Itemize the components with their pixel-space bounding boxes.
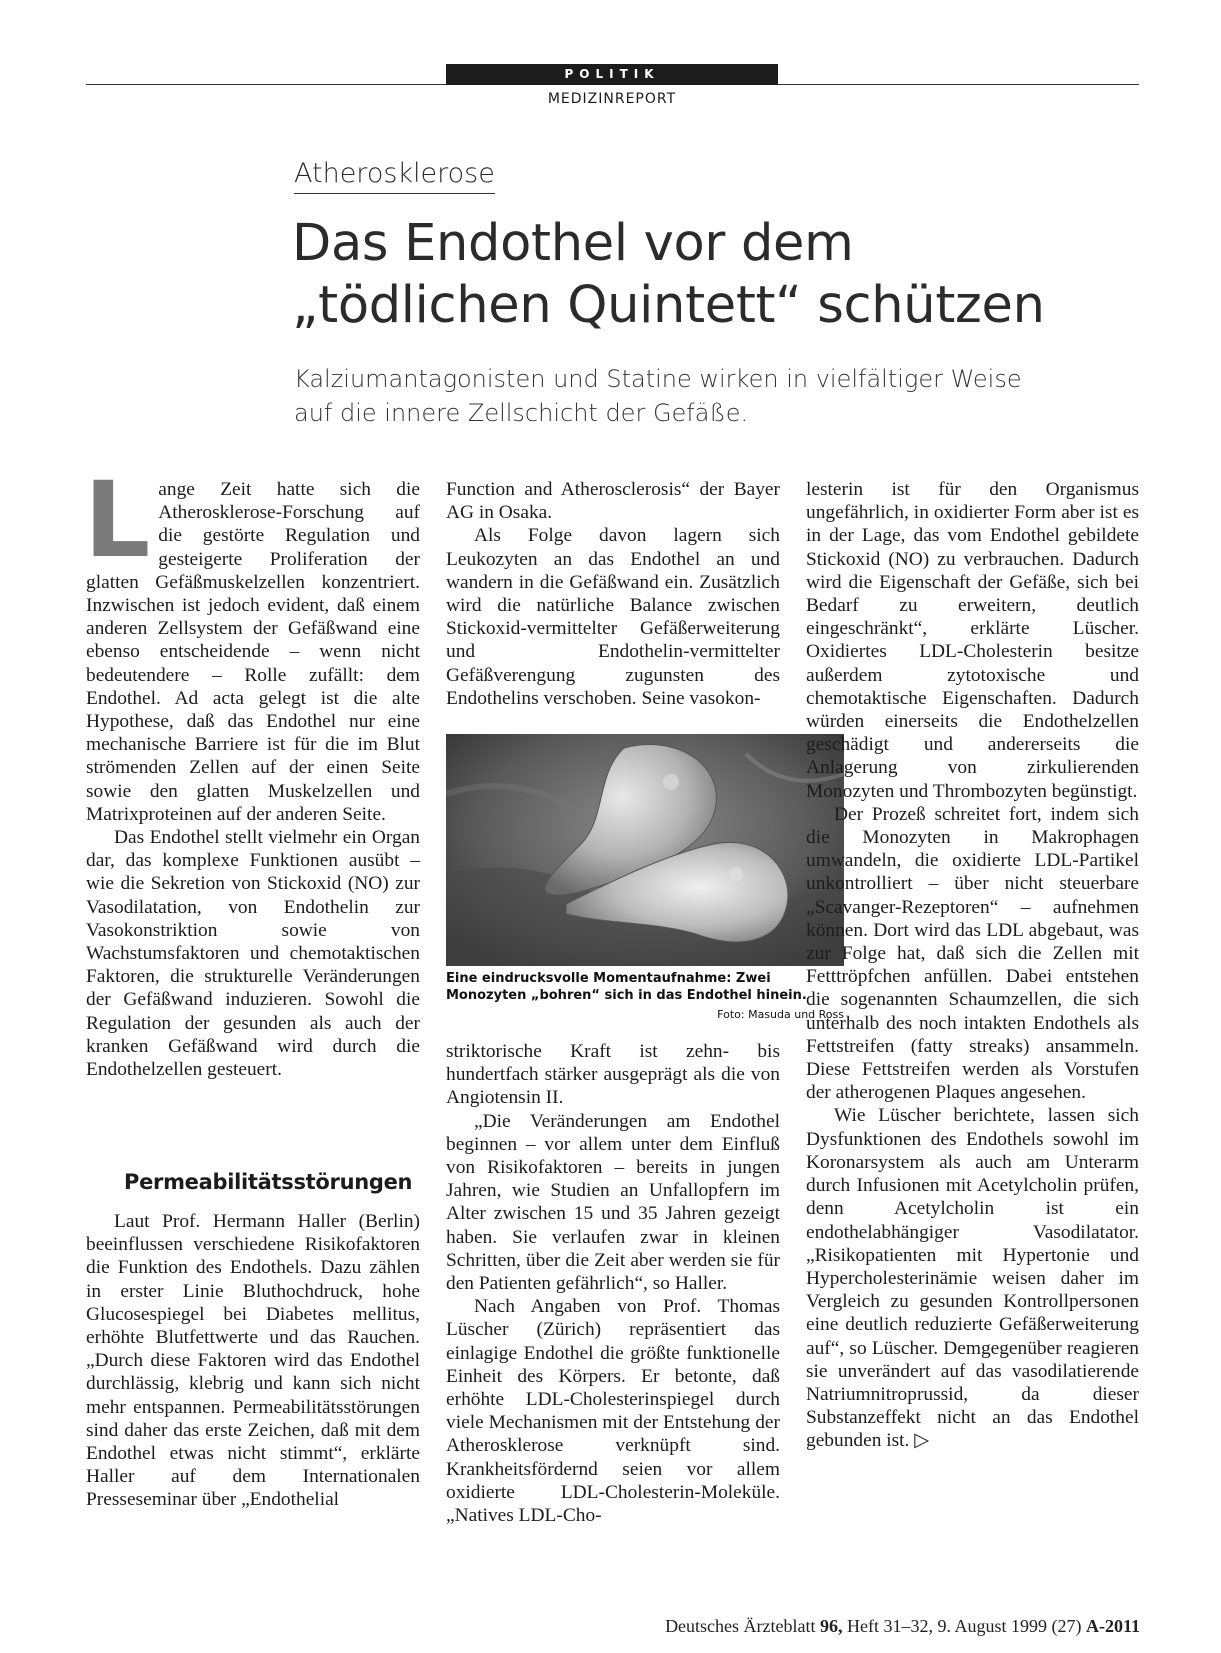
caption-text: Eine eindrucksvolle Momentaufnahme: Zwei Monozyten „bohren“ sich in das Endothel hinein. <box>446 971 807 1003</box>
article-deck <box>294 362 1144 430</box>
column-1-top <box>84 459 420 1081</box>
paragraph: Der Prozeß schreitet fort, indem sich die Monozyten in Makrophagen umwandeln, die oxidierte LDL-Partikel unkontrolliert – über nicht steuerbare „Scavanger-Rezeptoren“ – aufnehmen können. Dort wird das LDL abgebaut, was zur Folge hat, daß sich die Zellen mit Fetttröpfchen anfüllen. Dabei entstehen die sogenannten Schaumzellen, die sich unterhalb des noch intakten Endothels als Fettstreifen (fatty streaks) ansammeln. Diese Fettstreifen werden als Vorstufen der atherogenen Plaques angesehen. <box>806 803 1139 1104</box>
page-footer <box>600 1616 1140 1637</box>
paragraph: Nach Angaben von Prof. Thomas Lüscher (Zürich) repräsentiert das einlagige Endothel die größte funktionelle Einheit des Körpers. Er betonte, daß erhöhte LDL-Cholesterinspiegel durch viele Mechanismen mit der Entstehung der Atherosklerose verknüpft sind. Krankheitsfördernd seien vor allem oxidierte LDL-Cholesterin-Moleküle. „Natives LDL-Cho- <box>446 1296 780 1527</box>
deck-line-2: auf die innere Zellschicht der Gefäße. <box>294 399 749 427</box>
headline-line-1: Das Endothel vor dem <box>292 214 854 273</box>
photo-credit: Foto: Masuda und Ross <box>717 1008 844 1021</box>
paragraph <box>84 459 420 826</box>
deck-line-1: Kalziumantagonisten und Statine wirken in vielfältiger Weise <box>294 365 1022 393</box>
column-3 <box>806 478 1139 1453</box>
column-2-top <box>446 478 780 710</box>
column-2-bottom <box>446 1040 780 1527</box>
paragraph-text: ange Zeit hatte sich die Atherosklerose-Forschung auf die gestörte Regulation und gesteigerte Proliferation der glatten Gefäßmuskelzellen konzentriert. Inzwischen ist jedoch evident, daß einem anderen Zellsystem der Gefäßwand eine ebenso entscheidende – wenn nicht bedeutendere – Rolle zufällt: dem Endothel. Ad acta gelegt ist die alte Hypothese, daß das Endothel nur eine mechanische Barriere ist für die im Blut strömenden Zellen auf der einen Seite sowie den glatten Muskelzellen und Matrixproteinen auf der anderen Seite. <box>86 479 420 825</box>
article-kicker: Atherosklerose <box>294 158 495 194</box>
journal-issue: Heft 31–32, 9. August 1999 (27) <box>847 1616 1082 1636</box>
drop-cap: L <box>84 459 151 581</box>
paragraph: striktorische Kraft ist zehn- bis hundertfach stärker ausgeprägt als die von Angiotensin II. <box>446 1041 780 1109</box>
paragraph: Das Endothel stellt vielmehr ein Organ dar, das komplexe Funktionen ausübt – wie die Sekretion von Stickoxid (NO) zur Vasodilatation, von Endothelin zur Vasokonstriktion sowie von Wachstumsfaktoren und chemotaktischen Faktoren, die strukturelle Veränderungen der Gefäßwand induzieren. Sowohl die Regulation der gesunden als auch der kranken Gefäßwand wird durch die Endothelzellen gesteuert. <box>86 827 420 1081</box>
monocyte-photo <box>446 734 844 966</box>
section-subhead: Permeabilitätsstörungen <box>124 1170 413 1194</box>
paragraph: Wie Lüscher berichtete, lassen sich Dysfunktionen des Endothels sowohl im Koronarsystem als auch am Unterarm durch Infusionen mit Acetylcholin prüfen, denn Acetylcholin ist ein endothelabhängiger Vasodilatator. „Risikopatienten mit Hypertonie und Hypercholesterinämie weisen daher im Vergleich zu gesunden Kontrollpersonen eine deutlich reduzierte Gefäßerweiterung auf“, so Lüscher. Demgegenüber reagieren sie unverändert auf das vasodilatierende Natriumnitroprussid, da dieser Substanzeffekt nicht an das Endothel gebunden ist. ▷ <box>806 1105 1139 1452</box>
article-headline <box>292 213 1192 337</box>
journal-name: Deutsches Ärzteblatt <box>665 1616 816 1636</box>
figure-caption <box>446 970 844 1023</box>
section-label: POLITIK <box>446 64 778 85</box>
page-number: A-2011 <box>1086 1616 1140 1636</box>
subsection-label: MEDIZINREPORT <box>547 91 677 107</box>
journal-volume: 96, <box>820 1616 843 1636</box>
paragraph: Function and Atherosclerosis“ der Bayer AG in Osaka. <box>446 479 780 524</box>
column-1-bottom <box>86 1210 420 1512</box>
paragraph: Laut Prof. Hermann Haller (Berlin) beeinflussen verschiedene Risikofaktoren die Funktion des Endothels. Dazu zählen in erster Linie Bluthochdruck, hohe Glucosespiegel bei Diabetes mellitus, erhöhte Blutfettwerte und das Rauchen. „Durch diese Faktoren wird das Endothel durchlässig, klebrig und kann sich nicht mehr entspannen. Permeabilitätsstörungen sind daher das erste Zeichen, daß mit dem Endothel etwas nicht stimmt“, erklärte Haller auf dem Internationalen Presseseminar über „Endothelial <box>86 1211 420 1511</box>
paragraph: „Die Veränderungen am Endothel beginnen – vor allem unter dem Einfluß von Risikofaktoren – bereits in jungen Jahren, wie Studien an Unfallopfern im Alter zwischen 15 und 35 Jahren gezeigt haben. Sie verlaufen zwar in kleinen Schritten, über die Zeit aber werden sie für den Patienten gefährlich“, so Haller. <box>446 1110 780 1295</box>
paragraph: lesterin ist für den Organismus ungefährlich, in oxidierter Form aber ist es in der Lage, das vom Endothel gebildete Stickoxid (NO) zu verbrauchen. Dadurch wird die Eigenschaft der Gefäße, sich bei Bedarf zu erweitern, deutlich eingeschränkt“, erklärte Lüscher. Oxidiertes LDL-Cholesterin besitze außerdem zytotoxische und chemotaktische Eigenschaften. Dadurch würden einerseits die Endothelzellen geschädigt und andererseits die Anlagerung von zirkulierenden Monozyten und Thrombozyten begünstigt. <box>806 479 1139 802</box>
headline-line-2: „tödlichen Quintett“ schützen <box>292 276 1045 335</box>
monocyte-image <box>446 734 844 966</box>
paragraph: Als Folge davon lagern sich Leukozyten an das Endothel an und wandern in die Gefäßwand ein. Zusätzlich wird die natürliche Balance zwischen Stickoxid-vermittelter Gefäßerweiterung und Endothelin-vermittelter Gefäßverengung zugunsten des Endothelins verschoben. Seine vasokon- <box>446 525 780 709</box>
